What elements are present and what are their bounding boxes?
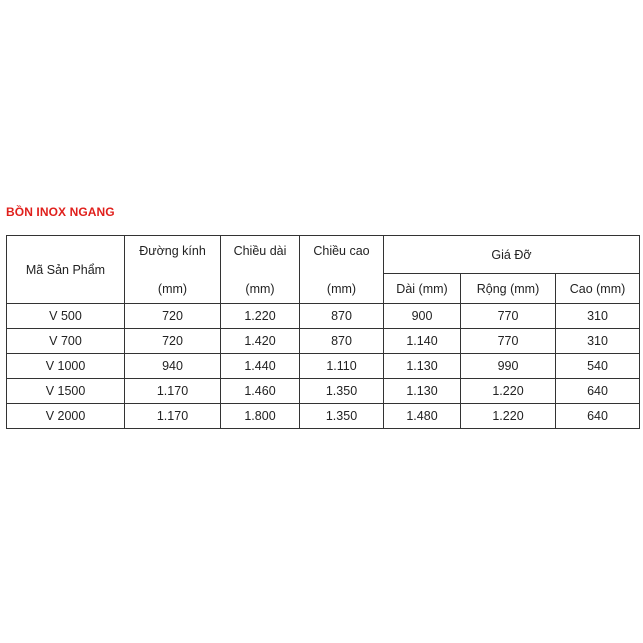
table-cell: 1.460 [221,379,300,404]
table-cell: 770 [461,329,556,354]
table-cell: 1.130 [384,379,461,404]
table-cell: 720 [125,304,221,329]
table-cell: 770 [461,304,556,329]
header-length-label: Chiều dài [233,243,287,258]
table-cell: 1.220 [461,404,556,429]
table-cell: V 1500 [7,379,125,404]
header-height [300,236,384,304]
table-cell: 1.350 [300,404,384,429]
table-cell: 1.170 [125,404,221,429]
table-row [7,379,640,404]
table-cell: 900 [384,304,461,329]
table-cell: 870 [300,329,384,354]
table-cell: 990 [461,354,556,379]
header-stand: Giá Đỡ [384,236,640,274]
table-cell: 1.220 [461,379,556,404]
table-cell: V 500 [7,304,125,329]
table-cell: 1.350 [300,379,384,404]
table-cell: 1.110 [300,354,384,379]
table-cell: 720 [125,329,221,354]
table-row [7,404,640,429]
table-row [7,304,640,329]
header-length-unit: (mm) [245,281,275,296]
table-cell: 640 [556,404,640,429]
table-cell: V 700 [7,329,125,354]
table-cell: 540 [556,354,640,379]
header-stand-width: Rộng (mm) [461,274,556,304]
table-cell: 640 [556,379,640,404]
table-header [7,236,640,304]
table-cell: 1.420 [221,329,300,354]
table-cell: V 2000 [7,404,125,429]
table-cell: 1.800 [221,404,300,429]
spec-table [6,235,640,429]
table-row [7,354,640,379]
table-cell: 1.440 [221,354,300,379]
table-cell: 1.140 [384,329,461,354]
table-cell: 310 [556,304,640,329]
header-height-label: Chiều cao [313,243,370,258]
header-diameter-unit: (mm) [157,281,188,296]
table-cell: 1.220 [221,304,300,329]
header-diameter-label: Đường kính [139,243,206,258]
header-product-code: Mã Sản Phẩm [7,236,125,304]
table-cell: 1.130 [384,354,461,379]
page-title: BỒN INOX NGANG [6,205,115,219]
table-cell: 1.480 [384,404,461,429]
header-diameter [125,236,221,304]
table-cell: 940 [125,354,221,379]
header-stand-length: Dài (mm) [384,274,461,304]
table-cell: 870 [300,304,384,329]
table-body [7,304,640,429]
table-cell: V 1000 [7,354,125,379]
header-height-unit: (mm) [326,281,357,296]
header-length [221,236,300,304]
table-cell: 310 [556,329,640,354]
table-cell: 1.170 [125,379,221,404]
header-stand-height: Cao (mm) [556,274,640,304]
table-row [7,329,640,354]
